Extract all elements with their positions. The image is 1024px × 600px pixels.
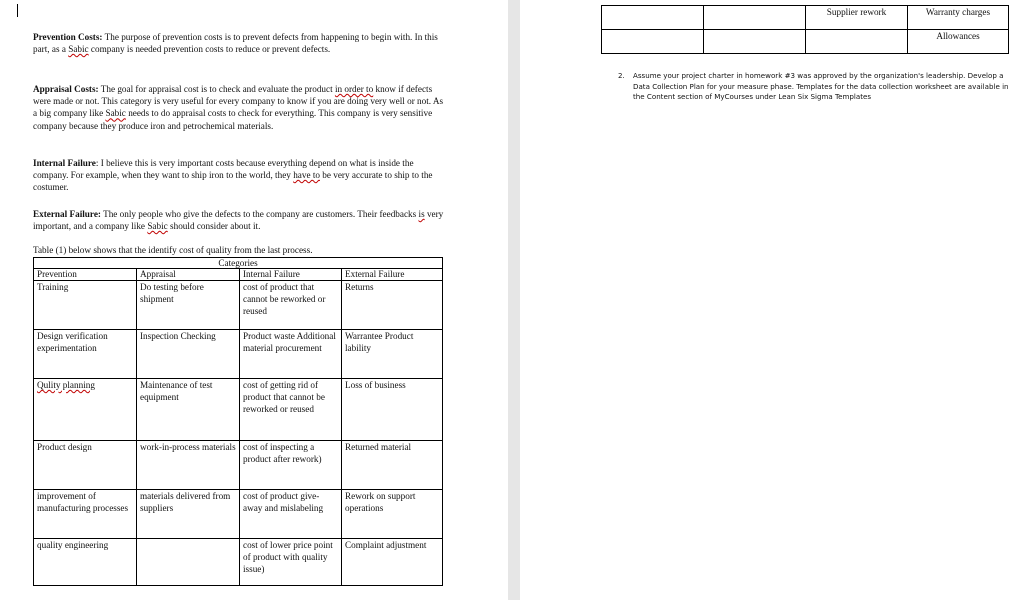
table-cell [34, 379, 137, 441]
table-cell: Design verification experimentation [34, 330, 137, 379]
table-cell: cost of getting rid of product that cannot be reworked or reused [240, 379, 342, 441]
table-cell: Allowances [908, 30, 1009, 54]
heading-appraisal-costs: Appraisal Costs: [33, 84, 99, 94]
table-caption: Table (1) below shows that the identify cost of quality from the last process. [33, 245, 313, 255]
table-row [602, 30, 1009, 54]
partial-cost-table [601, 5, 1009, 54]
paragraph-external-failure [33, 208, 445, 232]
text-run: very important, and a company like [33, 209, 444, 232]
column-header: External Failure [342, 269, 443, 281]
table-cell [704, 6, 806, 30]
table-cell [602, 6, 704, 30]
paragraph-appraisal-costs [33, 83, 445, 132]
paragraph-prevention-costs [33, 31, 445, 55]
cost-of-quality-table [33, 257, 443, 586]
table-cell: improvement of manufacturing processes [34, 490, 137, 539]
table-cell: Do testing before shipment [137, 281, 240, 330]
table-cell: Complaint adjustment [342, 539, 443, 586]
table-cell: Warrantee Product lability [342, 330, 443, 379]
table-row [34, 490, 443, 539]
categories-header: Categories [34, 258, 443, 269]
paragraph-internal-failure [33, 157, 445, 194]
table-cell: Training [34, 281, 137, 330]
text-run: : I believe this is very important costs because everything depend on what is inside the company. For example, when they want to ship iron to the world, they [33, 158, 414, 181]
table-cell: Returns [342, 281, 443, 330]
table-cell: Warranty charges [908, 6, 1009, 30]
table-cell: cost of lower price point of product with quality issue) [240, 539, 342, 586]
column-header: Appraisal [137, 269, 240, 281]
table-cell: Loss of business [342, 379, 443, 441]
table-row [34, 281, 443, 330]
heading-prevention-costs: Prevention Costs: [33, 32, 103, 42]
column-header: Internal Failure [240, 269, 342, 281]
text-run: know if defects were made or not. This category is very useful for every company to know if you are doing very well or not. As a big company like [33, 84, 444, 119]
assignment-instruction: Assume your project charter in homework #3 was approved by the organization's leadership. Develop a Data Collection Plan for your measure phase. Templates for the data collection worksheet are available in the Content section of MyCourses under Lean Six Sigma Templates [633, 71, 1009, 101]
table-cell: Returned material [342, 441, 443, 490]
table-cell: cost of product that cannot be reworked or reused [240, 281, 342, 330]
table-cell: quality engineering [34, 539, 137, 586]
table-cell: Maintenance of test equipment [137, 379, 240, 441]
misspelled-word[interactable]: Sabic [105, 108, 126, 119]
table-cell: work-in-process materials [137, 441, 240, 490]
heading-internal-failure: Internal Failure [33, 158, 96, 168]
table-cell: cost of product give-away and mislabeling [240, 490, 342, 539]
table-row [34, 441, 443, 490]
text-run: needs to do appraisal costs to check for everything. This company is very sensitive company because they produce iron and petrochemical materials. [33, 108, 433, 131]
table-row [34, 379, 443, 441]
table-row [34, 330, 443, 379]
table-cell: cost of inspecting a product after rework) [240, 441, 342, 490]
list-number: 2. [618, 71, 625, 80]
table-cell: Product waste Additional material procurement [240, 330, 342, 379]
table-cell [602, 30, 704, 54]
table-cell: Product design [34, 441, 137, 490]
flagged-word[interactable]: is [418, 209, 425, 219]
left-document-page [0, 0, 508, 600]
flagged-phrase[interactable]: have to [293, 170, 320, 181]
table-cell [137, 539, 240, 586]
text-run: should consider about it. [167, 221, 261, 232]
text-run: company is needed prevention costs to reduce or prevent defects. [88, 44, 331, 55]
right-document-page [520, 0, 1024, 600]
heading-external-failure: External Failure: [33, 209, 101, 219]
page-divider [508, 0, 520, 600]
table-cell: materials delivered from suppliers [137, 490, 240, 539]
text-run: The goal for appraisal cost is to check and evaluate the product [98, 84, 335, 94]
table-cell: Rework on support operations [342, 490, 443, 539]
column-header: Prevention [34, 269, 137, 281]
text-cursor [17, 4, 18, 17]
text-run: The purpose of prevention costs is to prevent defects from happening to begin with. In this part, as a [33, 32, 438, 55]
flagged-phrase[interactable]: in order to [334, 84, 374, 94]
table-row [602, 6, 1009, 30]
text-run: be very accurate to ship to the costumer. [33, 170, 433, 193]
table-cell [806, 30, 908, 54]
table-row [34, 539, 443, 586]
table-cell: Inspection Checking [137, 330, 240, 379]
misspelled-word[interactable]: Sabic [147, 221, 168, 232]
misspelled-cell-text[interactable]: Qulity planning [37, 380, 95, 390]
text-run: The only people who give the defects to the company are customers. Their feedbacks [100, 209, 419, 219]
table-cell: Supplier rework [806, 6, 908, 30]
table-cell [704, 30, 806, 54]
misspelled-word[interactable]: Sabic [68, 44, 89, 55]
